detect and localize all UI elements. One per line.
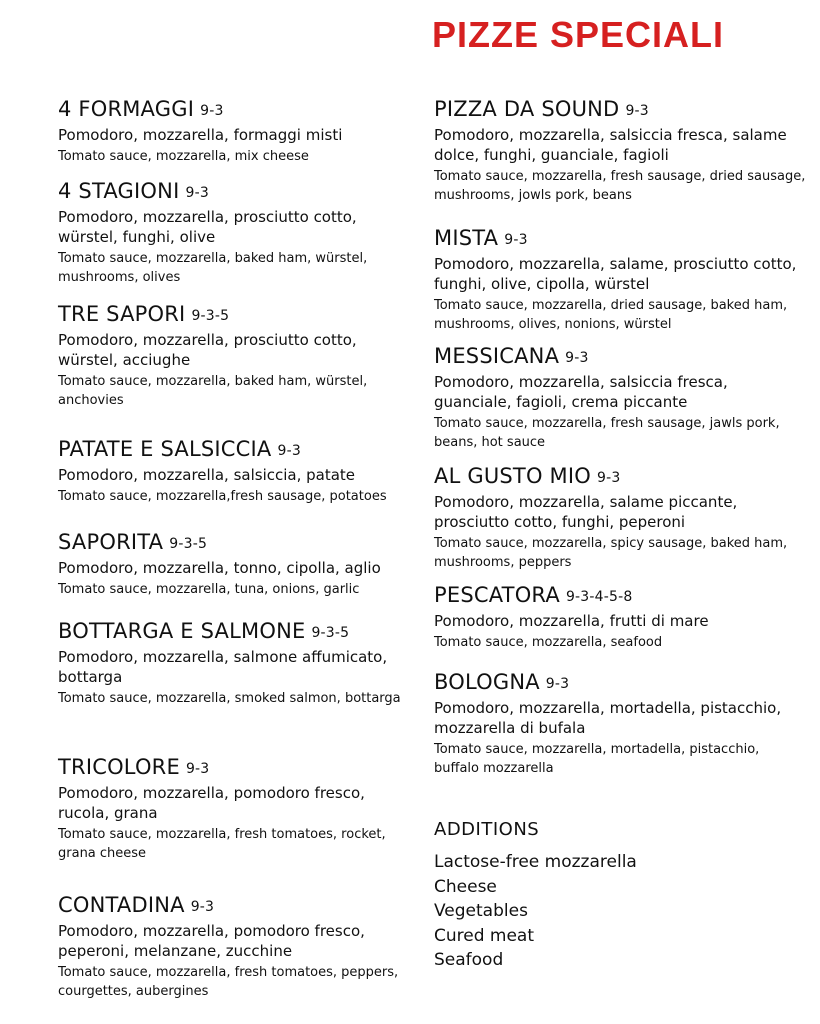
item-name: PESCATORA [434, 583, 560, 607]
allergen-code: 9-3-4-5-8 [565, 589, 633, 605]
item-name-row [434, 583, 806, 609]
item-description-en: Tomato sauce, mozzarella, mix cheese [58, 149, 309, 164]
allergen-code: 9-3 [185, 761, 210, 777]
item-description-it: Pomodoro, mozzarella, salsiccia fresca, salame dolce, funghi, guanciale, fagioli [434, 126, 787, 164]
menu-item-al-gusto-mio [434, 464, 806, 572]
allergen-code: 9-3 [504, 232, 528, 248]
allergen-code: 9-3 [565, 350, 589, 366]
page-title: PIZZE SPECIALI [432, 14, 725, 55]
item-description-it: Pomodoro, mozzarella, mortadella, pistacchio, mozzarella di bufala [434, 699, 782, 737]
item-name: BOLOGNA [434, 670, 540, 694]
item-name: TRE SAPORI [58, 302, 186, 326]
item-description-en: Tomato sauce, mozzarella, baked ham, würstel, mushrooms, olives [58, 251, 368, 285]
item-name: 4 FORMAGGI [58, 97, 195, 121]
item-name-row [434, 344, 806, 370]
item-description-en: Tomato sauce, mozzarella, fresh sausage, jawls pork, beans, hot sauce [434, 416, 780, 450]
item-name: MESSICANA [434, 344, 560, 368]
additions-item: Lactose-free mozzarella [434, 852, 637, 872]
menu-item-contadina [58, 893, 408, 1001]
item-description-en: Tomato sauce, mozzarella, spicy sausage, baked ham, mushrooms, peppers [434, 536, 788, 570]
allergen-code: 9-3 [277, 443, 301, 459]
item-name-row [434, 464, 806, 490]
allergen-code: 9-3 [625, 103, 649, 119]
menu-item-4-stagioni [58, 179, 408, 287]
item-name: BOTTARGA E SALMONE [58, 619, 306, 643]
item-name-row [434, 226, 806, 252]
menu-item-pizza-da-sound [434, 97, 806, 205]
additions-item: Vegetables [434, 901, 528, 921]
item-description-en: Tomato sauce, mozzarella, fresh sausage, dried sausage, mushrooms, jowls pork, beans [434, 169, 806, 203]
item-description-it: Pomodoro, mozzarella, pomodoro fresco, rucola, grana [58, 784, 365, 822]
item-name-row [58, 97, 408, 123]
item-description-en: Tomato sauce, mozzarella, dried sausage, baked ham, mushrooms, olives, nonions, würstel [434, 298, 788, 332]
item-description-en: Tomato sauce, mozzarella, seafood [434, 635, 663, 650]
menu-item-messicana [434, 344, 806, 452]
item-name-row [434, 97, 806, 123]
allergen-code: 9-3 [185, 185, 209, 201]
menu-item-tricolore [58, 755, 408, 863]
allergen-code: 9-3-5 [169, 536, 208, 552]
menu-item-patate-e-salsiccia [58, 437, 408, 506]
additions-item: Seafood [434, 950, 504, 970]
item-name: CONTADINA [58, 893, 185, 917]
item-name: AL GUSTO MIO [434, 464, 591, 488]
item-description-it: Pomodoro, mozzarella, pomodoro fresco, peperoni, melanzane, zucchine [58, 922, 365, 960]
menu-item-pescatora [434, 583, 806, 652]
item-description-en: Tomato sauce, mozzarella, mortadella, pistacchio, buffalo mozzarella [434, 742, 760, 776]
item-name: SAPORITA [58, 530, 164, 554]
item-name: PATATE E SALSICCIA [58, 437, 272, 461]
item-description-it: Pomodoro, mozzarella, salame piccante, prosciutto cotto, funghi, peperoni [434, 493, 738, 531]
item-name-row [58, 179, 408, 205]
menu-item-tre-sapori [58, 302, 408, 410]
item-name-row [58, 530, 408, 556]
menu-item-mista [434, 226, 806, 334]
allergen-code: 9-3 [545, 676, 570, 692]
item-name: PIZZA DA SOUND [434, 97, 620, 121]
allergen-code: 9-3 [190, 899, 215, 915]
menu-item-saporita [58, 530, 408, 599]
item-description-it: Pomodoro, mozzarella, frutti di mare [434, 612, 709, 630]
item-name: TRICOLORE [58, 755, 180, 779]
item-name-row [58, 302, 408, 328]
item-description-en: Tomato sauce, mozzarella, fresh tomatoes, rocket, grana cheese [58, 827, 386, 861]
allergen-code: 9-3 [200, 103, 224, 119]
item-description-en: Tomato sauce, mozzarella, baked ham, würstel, anchovies [58, 374, 368, 408]
allergen-code: 9-3 [597, 470, 621, 486]
item-name: MISTA [434, 226, 499, 250]
item-description-it: Pomodoro, mozzarella, salame, prosciutto cotto, funghi, olive, cipolla, würstel [434, 255, 797, 293]
allergen-code: 9-3-5 [311, 625, 350, 641]
additions-title: ADDITIONS [434, 819, 540, 840]
item-description-it: Pomodoro, mozzarella, prosciutto cotto, würstel, acciughe [58, 331, 357, 369]
menu-item-bottarga-e-salmone [58, 619, 408, 708]
menu-item-bologna [434, 670, 806, 778]
item-description-en: Tomato sauce, mozzarella, fresh tomatoes, peppers, courgettes, aubergines [58, 965, 399, 999]
allergen-code: 9-3-5 [191, 308, 230, 324]
additions-section [434, 818, 794, 973]
item-description-it: Pomodoro, mozzarella, salmone affumicato, bottarga [58, 648, 388, 686]
item-description-it: Pomodoro, mozzarella, tonno, cipolla, aglio [58, 559, 381, 577]
menu-item-4-formaggi [58, 97, 408, 166]
item-description-en: Tomato sauce, mozzarella, tuna, onions, garlic [58, 582, 360, 597]
item-name-row [434, 670, 806, 696]
item-description-it: Pomodoro, mozzarella, prosciutto cotto, würstel, funghi, olive [58, 208, 357, 246]
item-description-it: Pomodoro, mozzarella, salsiccia, patate [58, 466, 356, 484]
item-description-en: Tomato sauce, mozzarella,fresh sausage, potatoes [58, 489, 387, 504]
additions-list [434, 850, 794, 973]
additions-item: Cheese [434, 876, 497, 897]
item-description-it: Pomodoro, mozzarella, salsiccia fresca, guanciale, fagioli, crema piccante [434, 373, 728, 411]
item-name-row [58, 893, 408, 919]
item-name: 4 STAGIONI [58, 179, 180, 203]
additions-item: Cured meat [434, 925, 535, 946]
item-name-row [58, 619, 408, 645]
item-description-en: Tomato sauce, mozzarella, smoked salmon, bottarga [58, 691, 401, 706]
item-description-it: Pomodoro, mozzarella, formaggi misti [58, 126, 343, 144]
item-name-row [58, 755, 408, 781]
item-name-row [58, 437, 408, 463]
